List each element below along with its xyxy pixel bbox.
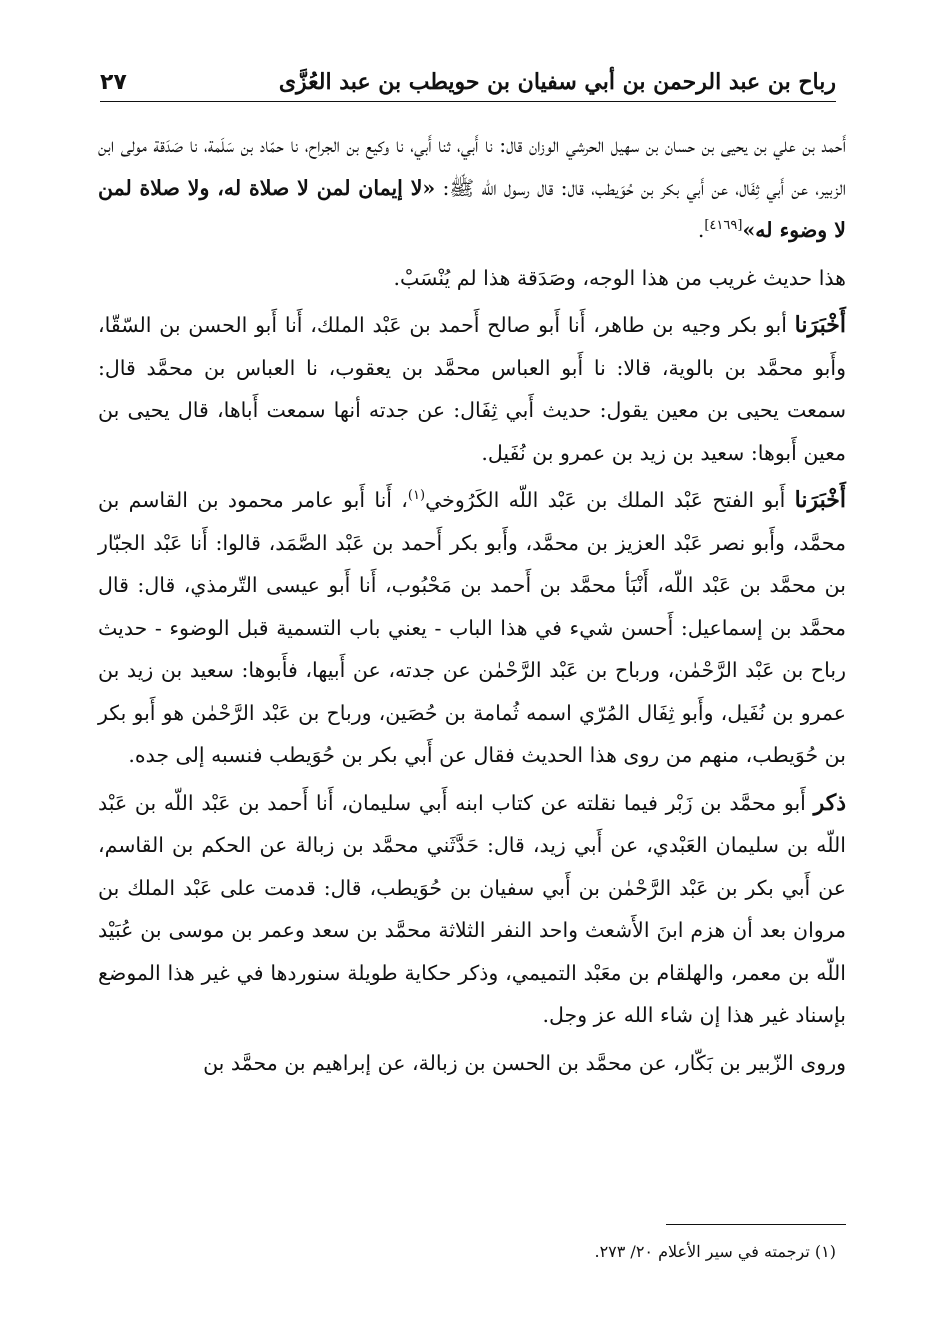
running-title: رباح بن عبد الرحمن بن أبي سفيان بن حويطب بن عبد العُزَّى [278,69,836,95]
paragraph-comment [98,257,846,300]
footnote-number: (١) [814,1242,836,1261]
paragraph-text: هذا حديث غريب من هذا الوجه، وصَدَقة هذا لم يُنْسَبْ. [393,265,846,290]
page-header [100,56,836,102]
footnote [100,1240,836,1264]
paragraph-text: . [697,218,705,242]
paragraph-report [98,479,846,777]
hadith-number: [٤١٦٩] [704,218,743,234]
paragraph-text: ، أَنا أَبو عامر محمود بن القاسم بن محمَّد، وأَبو نصر عَبْد العزيز بن محمَّد، وأَبو بكر أَحمد بن عَبْد الصَّمَد، قالوا: أَنا عَبْد الجبّار بن محمَّد بن عَبْد اللّه، أَنْبَأ محمَّد بن أَحمد بن مَحْبُوب، أَنا أَبو عيسى التّرمذي، قال: قال محمَّد بن إسماعيل: أَحسن شيء في هذا الباب - يعني باب التسمية قبل الوضوء - حديث رباح بن عَبْد الرَّحْمٰن، ورباح بن عَبْد الرَّحْمٰن عن جدته، عن أَبيها، فأَبوها: سعيد بن زيد بن عمرو بن نُفَيل، وأَبو ثِفَال المُرّي اسمه ثُمامة بن حُصَين، ورباح بن عَبْد الرَّحْمٰن هو أَبو بكر بن حُوَيطب، منهم من روى هذا الحديث فقال عن أَبي بكر بن حُوَيطب فنسبه إلى جده. [98,488,846,767]
main-text [98,124,846,1084]
paragraph-text: أَحمد بن علي بن يحيى بن حسان بن سهيل الحرشي الوزان قال: نا أَبي، ثنا أَبي، نا وكيع بن الجراح، نا حمّاد بن سَلَمة، نا صَدَقة مولى ابن الزبير، عن أَبي ثِفَال، عن أَبي بكر بن حُوَيطب، قال: قال رسول الله ﷺ: [98,133,846,200]
paragraph-text: أبو بكر وجيه بن طاهر، أَنا أَبو صالح أَحمد بن عَبْد الملك، أَنا أَبو الحسن بن السّقّا، وأَبو محمَّد بن بالوية، قالا: نا أَبو العباس محمَّد بن يعقوب، نا العباس بن محمَّد قال: سمعت يحيى بن معين يقول: حديث أَبي ثِفَال: عن جدته أنها سمعت أَباها، قال يحيى بن معين أَبوها: سعيد بن زيد بن عمرو بن نُفَيل. [98,313,846,465]
footnote-ref: (١) [407,488,426,504]
footnote-text: ترجمته في سير الأعلام ٢٠/ ٢٧٣. [594,1242,810,1261]
paragraph-report [98,782,846,1037]
paragraph-continuation [98,1042,846,1085]
lead-word: ذكر [813,789,846,816]
lead-word: أَخْبَرَنا [794,312,846,338]
paragraph-text: أَبو محمَّد بن زَبْر فيما نقلته عن كتاب ابنه أَبي سليمان، أَنا أَحمد بن عَبْد اللّه بن عَبْد اللّه بن سليمان العَبْدي، عن أَبي زيد، قال: حَدَّثَني محمَّد بن زبالة عن الحكم بن القاسم، عن أَبي بكر بن عَبْد الرَّحْمٰن بن أَبي سفيان بن حُوَيطب، قال: قدمت على عَبْد الملك بن مروان بعد أن هزم ابنَ الأَشعث واحد النفر الثلاثة محمَّد بن سعد وعمر بن موسى بن عُبَيْد اللّه بن معمر، والهلقام بن معَبْد التميمي، وذكر حكاية طويلة سنوردها في غير هذا الموضع بإسناد غير هذا إن شاء الله عز وجل. [98,790,846,1027]
footnote-divider [666,1224,846,1225]
lead-word: أَخْبَرَنا [794,487,846,513]
paragraph-text: أَبو الفتح عَبْد الملك بن عَبْد اللّه الكَرُوخي [425,488,795,512]
paragraph-report [98,304,846,474]
paragraph-hadith [98,124,846,252]
paragraph-text: وروى الزّبير بن بَكّار، عن محمَّد بن الحسن بن زبالة، عن إبراهيم بن محمَّد بن [203,1050,846,1075]
hadith-text: «لا إيمان لمن لا صلاة له، ولا صلاة لمن لا وضوء له» [98,175,846,242]
page-number: ٢٧ [100,70,127,95]
